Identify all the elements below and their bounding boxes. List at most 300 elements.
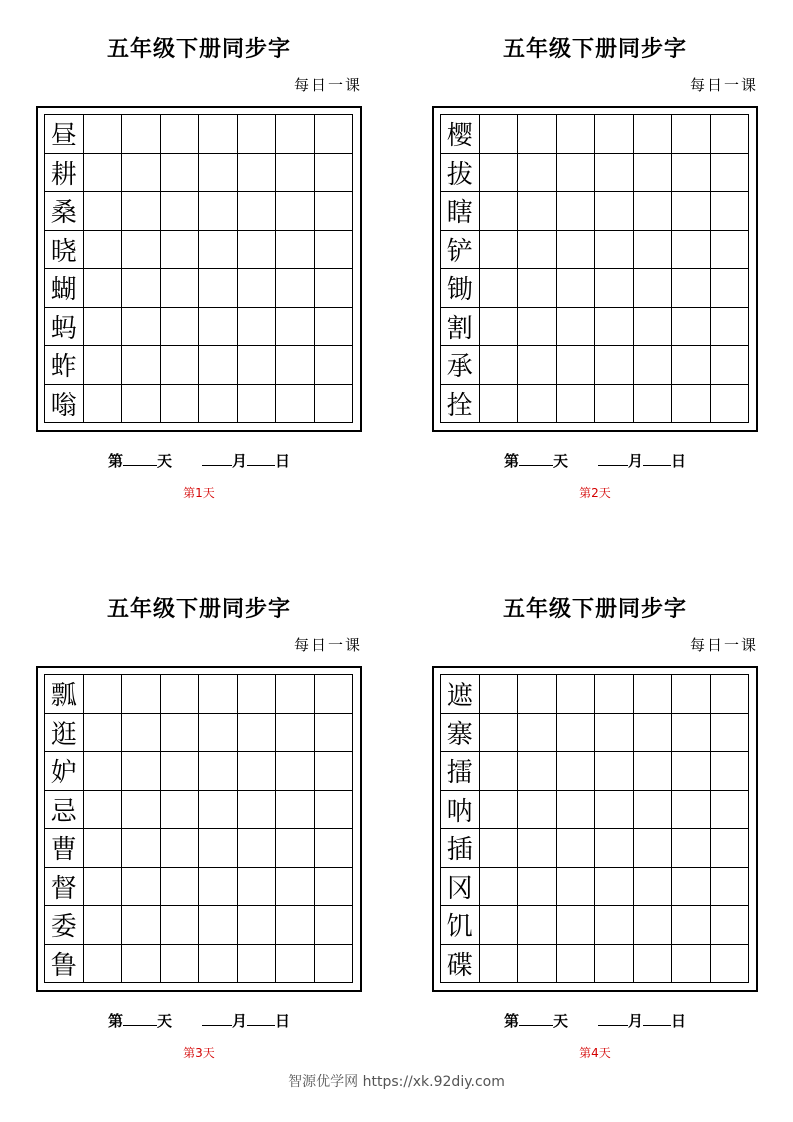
practice-cell[interactable] — [276, 192, 315, 231]
model-character: 拔 — [441, 154, 480, 193]
practice-cell[interactable] — [199, 231, 238, 270]
grid-row — [45, 752, 353, 791]
practice-cell[interactable] — [711, 269, 750, 308]
practice-cell[interactable] — [518, 906, 557, 945]
practice-cell[interactable] — [557, 714, 596, 753]
date-tian: 天 — [156, 452, 172, 470]
date-blank[interactable] — [247, 451, 275, 466]
practice-cell[interactable] — [161, 791, 200, 830]
practice-cell[interactable] — [557, 945, 596, 984]
model-character: 插 — [441, 829, 480, 868]
practice-cell[interactable] — [315, 945, 354, 984]
practice-cell[interactable] — [595, 385, 634, 424]
practice-cell[interactable] — [557, 269, 596, 308]
practice-cell[interactable] — [595, 231, 634, 270]
practice-cell[interactable] — [595, 346, 634, 385]
practice-cell[interactable] — [518, 385, 557, 424]
grid-row — [441, 791, 749, 830]
practice-cell[interactable] — [672, 752, 711, 791]
practice-cell[interactable] — [634, 906, 673, 945]
practice-cell[interactable] — [315, 868, 354, 907]
practice-cell[interactable] — [672, 308, 711, 347]
date-ri: 日 — [275, 452, 291, 470]
practice-cell[interactable] — [199, 752, 238, 791]
practice-cell[interactable] — [672, 829, 711, 868]
practice-cell[interactable] — [276, 868, 315, 907]
grid-row — [45, 868, 353, 907]
practice-cell[interactable] — [711, 115, 750, 154]
practice-cell[interactable] — [161, 346, 200, 385]
practice-cell[interactable] — [518, 675, 557, 714]
grid-row — [45, 906, 353, 945]
practice-cell[interactable] — [634, 308, 673, 347]
model-character: 妒 — [45, 752, 84, 791]
practice-cell[interactable] — [711, 385, 750, 424]
practice-cell[interactable] — [161, 269, 200, 308]
practice-cell[interactable] — [711, 791, 750, 830]
practice-cell[interactable] — [199, 115, 238, 154]
practice-cell[interactable] — [634, 346, 673, 385]
practice-cell[interactable] — [480, 752, 519, 791]
practice-cell[interactable] — [557, 675, 596, 714]
practice-cell[interactable] — [518, 308, 557, 347]
model-character: 瓢 — [45, 675, 84, 714]
practice-cell[interactable] — [518, 829, 557, 868]
practice-cell[interactable] — [518, 269, 557, 308]
practice-cell[interactable] — [518, 346, 557, 385]
practice-cell[interactable] — [238, 308, 277, 347]
practice-cell[interactable] — [557, 906, 596, 945]
practice-cell[interactable] — [84, 829, 123, 868]
date-di: 第 — [107, 1012, 123, 1030]
practice-cell[interactable] — [711, 945, 750, 984]
model-character: 割 — [441, 308, 480, 347]
writing-grid-frame — [36, 106, 362, 432]
day-number-blank[interactable] — [519, 1011, 553, 1026]
writing-grid — [44, 674, 353, 983]
practice-cell[interactable] — [122, 945, 161, 984]
practice-cell[interactable] — [480, 714, 519, 753]
practice-cell[interactable] — [276, 945, 315, 984]
practice-cell[interactable] — [199, 192, 238, 231]
practice-cell[interactable] — [480, 154, 519, 193]
practice-cell[interactable] — [276, 308, 315, 347]
practice-cell[interactable] — [518, 752, 557, 791]
practice-cell[interactable] — [634, 675, 673, 714]
practice-cell[interactable] — [480, 945, 519, 984]
model-character: 擂 — [441, 752, 480, 791]
practice-cell[interactable] — [276, 906, 315, 945]
practice-cell[interactable] — [199, 675, 238, 714]
practice-cell[interactable] — [557, 231, 596, 270]
model-character: 蝴 — [45, 269, 84, 308]
practice-cell[interactable] — [276, 385, 315, 424]
practice-cell[interactable] — [122, 791, 161, 830]
practice-cell[interactable] — [480, 231, 519, 270]
practice-cell[interactable] — [238, 752, 277, 791]
practice-cell[interactable] — [122, 269, 161, 308]
practice-cell[interactable] — [315, 791, 354, 830]
practice-cell[interactable] — [238, 154, 277, 193]
practice-cell[interactable] — [276, 269, 315, 308]
grid-row — [441, 868, 749, 907]
practice-cell[interactable] — [634, 231, 673, 270]
practice-cell[interactable] — [480, 829, 519, 868]
practice-cell[interactable] — [122, 829, 161, 868]
practice-cell[interactable] — [634, 945, 673, 984]
practice-cell[interactable] — [595, 752, 634, 791]
practice-cell[interactable] — [161, 829, 200, 868]
practice-cell[interactable] — [672, 791, 711, 830]
grid-row — [45, 115, 353, 154]
practice-cell[interactable] — [199, 308, 238, 347]
practice-cell[interactable] — [672, 868, 711, 907]
grid-row — [45, 829, 353, 868]
practice-cell[interactable] — [711, 714, 750, 753]
practice-cell[interactable] — [238, 868, 277, 907]
practice-cell[interactable] — [315, 154, 354, 193]
practice-cell[interactable] — [672, 906, 711, 945]
grid-row — [441, 231, 749, 270]
practice-cell[interactable] — [711, 154, 750, 193]
model-character: 遮 — [441, 675, 480, 714]
practice-cell[interactable] — [315, 752, 354, 791]
practice-cell[interactable] — [634, 385, 673, 424]
date-yue: 月 — [232, 1012, 248, 1030]
writing-grid — [440, 114, 749, 423]
practice-cell[interactable] — [315, 906, 354, 945]
practice-cell[interactable] — [557, 192, 596, 231]
practice-cell[interactable] — [315, 115, 354, 154]
model-character: 承 — [441, 346, 480, 385]
practice-cell[interactable] — [711, 308, 750, 347]
practice-cell[interactable] — [672, 115, 711, 154]
practice-cell[interactable] — [672, 385, 711, 424]
practice-cell[interactable] — [122, 385, 161, 424]
practice-cell[interactable] — [315, 346, 354, 385]
practice-cell[interactable] — [634, 269, 673, 308]
grid-row — [441, 714, 749, 753]
writing-grid-frame — [36, 666, 362, 992]
practice-cell[interactable] — [238, 269, 277, 308]
practice-cell[interactable] — [595, 115, 634, 154]
worksheet-panel — [36, 560, 362, 1080]
date-yue: 月 — [628, 1012, 644, 1030]
practice-cell[interactable] — [161, 906, 200, 945]
practice-cell[interactable] — [276, 791, 315, 830]
practice-cell[interactable] — [199, 714, 238, 753]
practice-cell[interactable] — [557, 385, 596, 424]
practice-cell[interactable] — [711, 192, 750, 231]
practice-cell[interactable] — [84, 868, 123, 907]
practice-cell[interactable] — [199, 791, 238, 830]
practice-cell[interactable] — [480, 115, 519, 154]
practice-cell[interactable] — [518, 714, 557, 753]
practice-cell[interactable] — [595, 829, 634, 868]
month-blank[interactable] — [598, 451, 628, 466]
practice-cell[interactable] — [161, 308, 200, 347]
date-blank[interactable] — [643, 1011, 671, 1026]
practice-cell[interactable] — [161, 231, 200, 270]
model-character: 呐 — [441, 791, 480, 830]
practice-cell[interactable] — [595, 906, 634, 945]
practice-cell[interactable] — [518, 231, 557, 270]
practice-cell[interactable] — [84, 192, 123, 231]
practice-cell[interactable] — [161, 868, 200, 907]
practice-cell[interactable] — [238, 346, 277, 385]
practice-cell[interactable] — [84, 714, 123, 753]
practice-cell[interactable] — [672, 714, 711, 753]
practice-cell[interactable] — [595, 675, 634, 714]
practice-cell[interactable] — [122, 346, 161, 385]
practice-cell[interactable] — [634, 115, 673, 154]
date-yue: 月 — [232, 452, 248, 470]
practice-cell[interactable] — [84, 752, 123, 791]
practice-cell[interactable] — [557, 868, 596, 907]
model-character: 督 — [45, 868, 84, 907]
practice-cell[interactable] — [315, 308, 354, 347]
grid-row — [441, 346, 749, 385]
practice-cell[interactable] — [595, 791, 634, 830]
practice-cell[interactable] — [199, 945, 238, 984]
day-number-blank[interactable] — [123, 451, 157, 466]
date-blank[interactable] — [247, 1011, 275, 1026]
model-character: 樱 — [441, 115, 480, 154]
practice-cell[interactable] — [199, 385, 238, 424]
practice-cell[interactable] — [161, 752, 200, 791]
practice-cell[interactable] — [315, 714, 354, 753]
writing-grid-frame — [432, 106, 758, 432]
panel-subtitle: 每日一课 — [689, 636, 758, 654]
practice-cell[interactable] — [672, 154, 711, 193]
practice-cell[interactable] — [122, 115, 161, 154]
practice-cell[interactable] — [557, 154, 596, 193]
date-yue: 月 — [628, 452, 644, 470]
practice-cell[interactable] — [711, 346, 750, 385]
practice-cell[interactable] — [315, 231, 354, 270]
practice-cell[interactable] — [276, 154, 315, 193]
practice-cell[interactable] — [518, 154, 557, 193]
practice-cell[interactable] — [84, 791, 123, 830]
practice-cell[interactable] — [711, 231, 750, 270]
practice-cell[interactable] — [480, 346, 519, 385]
practice-cell[interactable] — [634, 829, 673, 868]
practice-cell[interactable] — [122, 906, 161, 945]
practice-cell[interactable] — [595, 192, 634, 231]
panel-subtitle: 每日一课 — [293, 636, 362, 654]
practice-cell[interactable] — [199, 906, 238, 945]
practice-cell[interactable] — [557, 346, 596, 385]
practice-cell[interactable] — [315, 269, 354, 308]
practice-cell[interactable] — [672, 945, 711, 984]
practice-cell[interactable] — [238, 385, 277, 424]
practice-cell[interactable] — [557, 115, 596, 154]
grid-row — [45, 308, 353, 347]
practice-cell[interactable] — [122, 308, 161, 347]
practice-cell[interactable] — [276, 115, 315, 154]
practice-cell[interactable] — [518, 192, 557, 231]
day-number-blank[interactable] — [519, 451, 553, 466]
practice-cell[interactable] — [238, 829, 277, 868]
grid-row — [45, 675, 353, 714]
practice-cell[interactable] — [122, 714, 161, 753]
practice-cell[interactable] — [672, 192, 711, 231]
practice-cell[interactable] — [557, 791, 596, 830]
practice-cell[interactable] — [711, 675, 750, 714]
practice-cell[interactable] — [161, 945, 200, 984]
practice-cell[interactable] — [84, 231, 123, 270]
practice-cell[interactable] — [122, 868, 161, 907]
practice-cell[interactable] — [480, 868, 519, 907]
practice-cell[interactable] — [276, 714, 315, 753]
practice-cell[interactable] — [711, 906, 750, 945]
grid-row — [441, 752, 749, 791]
practice-cell[interactable] — [672, 346, 711, 385]
practice-cell[interactable] — [199, 154, 238, 193]
date-tian: 天 — [156, 1012, 172, 1030]
month-blank[interactable] — [202, 451, 232, 466]
practice-cell[interactable] — [672, 231, 711, 270]
practice-cell[interactable] — [711, 829, 750, 868]
model-character: 忌 — [45, 791, 84, 830]
month-blank[interactable] — [598, 1011, 628, 1026]
practice-cell[interactable] — [595, 868, 634, 907]
practice-cell[interactable] — [315, 385, 354, 424]
practice-cell[interactable] — [122, 675, 161, 714]
model-character: 委 — [45, 906, 84, 945]
practice-cell[interactable] — [84, 115, 123, 154]
practice-cell[interactable] — [238, 231, 277, 270]
practice-cell[interactable] — [199, 868, 238, 907]
practice-cell[interactable] — [480, 192, 519, 231]
practice-cell[interactable] — [518, 115, 557, 154]
practice-cell[interactable] — [634, 868, 673, 907]
practice-cell[interactable] — [672, 269, 711, 308]
grid-row — [45, 385, 353, 424]
practice-cell[interactable] — [480, 308, 519, 347]
practice-cell[interactable] — [595, 714, 634, 753]
practice-cell[interactable] — [480, 791, 519, 830]
model-character: 锄 — [441, 269, 480, 308]
practice-cell[interactable] — [557, 308, 596, 347]
practice-cell[interactable] — [238, 115, 277, 154]
practice-cell[interactable] — [238, 675, 277, 714]
practice-cell[interactable] — [161, 192, 200, 231]
practice-cell[interactable] — [199, 346, 238, 385]
practice-cell[interactable] — [634, 714, 673, 753]
practice-cell[interactable] — [595, 269, 634, 308]
practice-cell[interactable] — [161, 675, 200, 714]
practice-cell[interactable] — [122, 231, 161, 270]
practice-cell[interactable] — [122, 752, 161, 791]
practice-cell[interactable] — [238, 714, 277, 753]
practice-cell[interactable] — [557, 829, 596, 868]
model-character: 昼 — [45, 115, 84, 154]
model-character: 蚂 — [45, 308, 84, 347]
practice-cell[interactable] — [315, 829, 354, 868]
practice-cell[interactable] — [84, 154, 123, 193]
practice-cell[interactable] — [238, 906, 277, 945]
practice-cell[interactable] — [276, 752, 315, 791]
practice-cell[interactable] — [480, 269, 519, 308]
practice-cell[interactable] — [711, 868, 750, 907]
practice-cell[interactable] — [557, 752, 596, 791]
practice-cell[interactable] — [122, 154, 161, 193]
month-blank[interactable] — [202, 1011, 232, 1026]
practice-cell[interactable] — [315, 675, 354, 714]
practice-cell[interactable] — [161, 115, 200, 154]
model-character: 晓 — [45, 231, 84, 270]
practice-cell[interactable] — [595, 154, 634, 193]
grid-row — [45, 154, 353, 193]
practice-cell[interactable] — [480, 675, 519, 714]
practice-cell[interactable] — [161, 385, 200, 424]
practice-cell[interactable] — [634, 752, 673, 791]
practice-cell[interactable] — [634, 791, 673, 830]
practice-cell[interactable] — [711, 752, 750, 791]
practice-cell[interactable] — [161, 154, 200, 193]
date-ri: 日 — [671, 452, 687, 470]
practice-cell[interactable] — [199, 829, 238, 868]
practice-cell[interactable] — [276, 346, 315, 385]
date-tian: 天 — [552, 1012, 568, 1030]
model-character: 铲 — [441, 231, 480, 270]
practice-cell[interactable] — [84, 385, 123, 424]
practice-cell[interactable] — [84, 269, 123, 308]
practice-cell[interactable] — [480, 385, 519, 424]
practice-cell[interactable] — [238, 192, 277, 231]
practice-cell[interactable] — [84, 906, 123, 945]
practice-cell[interactable] — [276, 829, 315, 868]
grid-row — [441, 154, 749, 193]
practice-cell[interactable] — [672, 675, 711, 714]
worksheet-panel — [36, 0, 362, 520]
practice-cell[interactable] — [518, 791, 557, 830]
practice-cell[interactable] — [276, 231, 315, 270]
practice-cell[interactable] — [595, 945, 634, 984]
practice-cell[interactable] — [276, 675, 315, 714]
practice-cell[interactable] — [634, 154, 673, 193]
date-di: 第 — [503, 1012, 519, 1030]
worksheet-panel — [432, 560, 758, 1080]
practice-cell[interactable] — [238, 791, 277, 830]
model-character: 曹 — [45, 829, 84, 868]
practice-cell[interactable] — [518, 945, 557, 984]
grid-row — [45, 714, 353, 753]
practice-cell[interactable] — [518, 868, 557, 907]
model-character: 饥 — [441, 906, 480, 945]
date-blank[interactable] — [643, 451, 671, 466]
panel-title: 五年级下册同步字 — [106, 596, 291, 622]
practice-cell[interactable] — [84, 346, 123, 385]
grid-row — [441, 829, 749, 868]
practice-cell[interactable] — [634, 192, 673, 231]
practice-cell[interactable] — [84, 675, 123, 714]
practice-cell[interactable] — [161, 714, 200, 753]
grid-row — [45, 945, 353, 984]
practice-cell[interactable] — [238, 945, 277, 984]
practice-cell[interactable] — [84, 945, 123, 984]
practice-cell[interactable] — [122, 192, 161, 231]
practice-cell[interactable] — [315, 192, 354, 231]
practice-cell[interactable] — [84, 308, 123, 347]
practice-cell[interactable] — [199, 269, 238, 308]
grid-row — [45, 192, 353, 231]
practice-cell[interactable] — [595, 308, 634, 347]
grid-row — [441, 945, 749, 984]
practice-cell[interactable] — [480, 906, 519, 945]
day-number-blank[interactable] — [123, 1011, 157, 1026]
